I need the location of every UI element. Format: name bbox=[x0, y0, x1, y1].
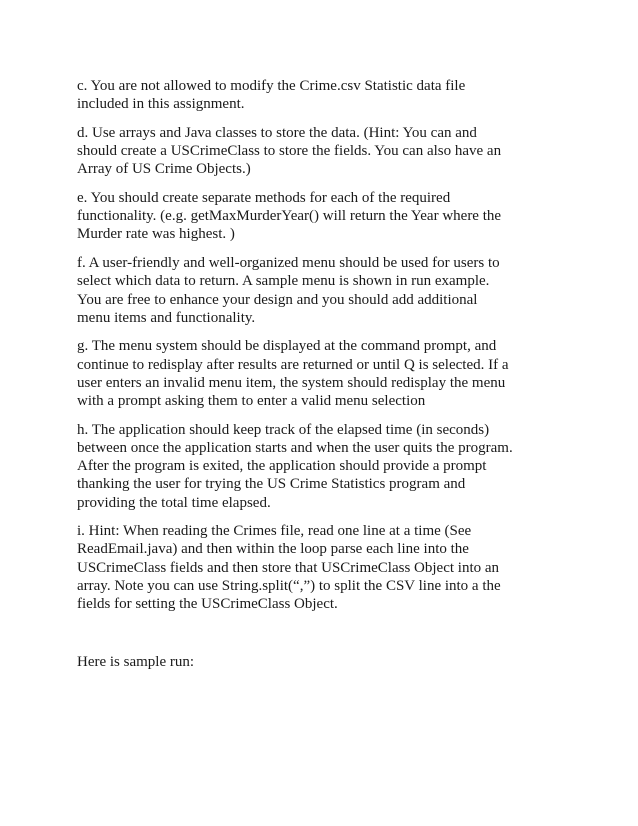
text-line: should create a USCrimeClass to store the fields. You can also have an bbox=[77, 143, 502, 160]
text-line: Here is sample run: bbox=[77, 654, 195, 671]
text-line: f. A user-friendly and well-organized menu should be used for users to bbox=[77, 255, 500, 272]
text-line: thanking the user for trying the US Crime Statistics program and bbox=[77, 476, 466, 493]
text-line: h. The application should keep track of the elapsed time (in seconds) bbox=[77, 421, 490, 438]
paragraph-i bbox=[77, 522, 567, 613]
text-line: fields for setting the USCrimeClass Object. bbox=[77, 596, 338, 613]
text-line: Array of US Crime Objects.) bbox=[77, 161, 251, 178]
text-line: functionality. (e.g. getMaxMurderYear() will return the Year where the bbox=[77, 208, 502, 225]
text-line: menu items and functionality. bbox=[77, 309, 256, 326]
text-line: USCrimeClass fields and then store that USCrimeClass Object into an bbox=[77, 559, 500, 576]
document-body bbox=[77, 77, 567, 682]
paragraph-d bbox=[77, 124, 567, 179]
text-line: You are free to enhance your design and you should add additional bbox=[77, 291, 478, 308]
paragraph-h bbox=[77, 421, 567, 512]
closing-line bbox=[77, 653, 567, 671]
text-line: ReadEmail.java) and then within the loop parse each line into the bbox=[77, 541, 469, 558]
text-line: user enters an invalid menu item, the system should redisplay the menu bbox=[77, 374, 506, 391]
text-line: c. You are not allowed to modify the Crime.csv Statistic data file bbox=[77, 78, 466, 94]
paragraph-c bbox=[77, 77, 567, 113]
text-line: array. Note you can use String.split(“,”) to split the CSV line into a the bbox=[77, 577, 501, 594]
text-line: g. The menu system should be displayed at the command prompt, and bbox=[77, 338, 497, 355]
text-line: d. Use arrays and Java classes to store the data. (Hint: You can and bbox=[77, 124, 477, 141]
paragraph-e bbox=[77, 189, 567, 244]
text-line: with a prompt asking them to enter a valid menu selection bbox=[77, 393, 426, 410]
text-line: providing the total time elapsed. bbox=[77, 494, 271, 511]
text-line: Murder rate was highest. ) bbox=[77, 226, 235, 243]
paragraph-f bbox=[77, 254, 567, 327]
text-line: between once the application starts and when the user quits the program. bbox=[77, 439, 513, 456]
text-line: continue to redisplay after results are returned or until Q is selected. If a bbox=[77, 356, 509, 373]
text-line: After the program is exited, the application should provide a prompt bbox=[77, 458, 487, 475]
paragraph-g bbox=[77, 337, 567, 410]
text-line: select which data to return. A sample menu is shown in run example. bbox=[77, 273, 490, 290]
text-line: e. You should create separate methods for each of the required bbox=[77, 190, 451, 207]
text-line: included in this assignment. bbox=[77, 96, 245, 113]
text-line: i. Hint: When reading the Crimes file, read one line at a time (See bbox=[77, 523, 472, 540]
